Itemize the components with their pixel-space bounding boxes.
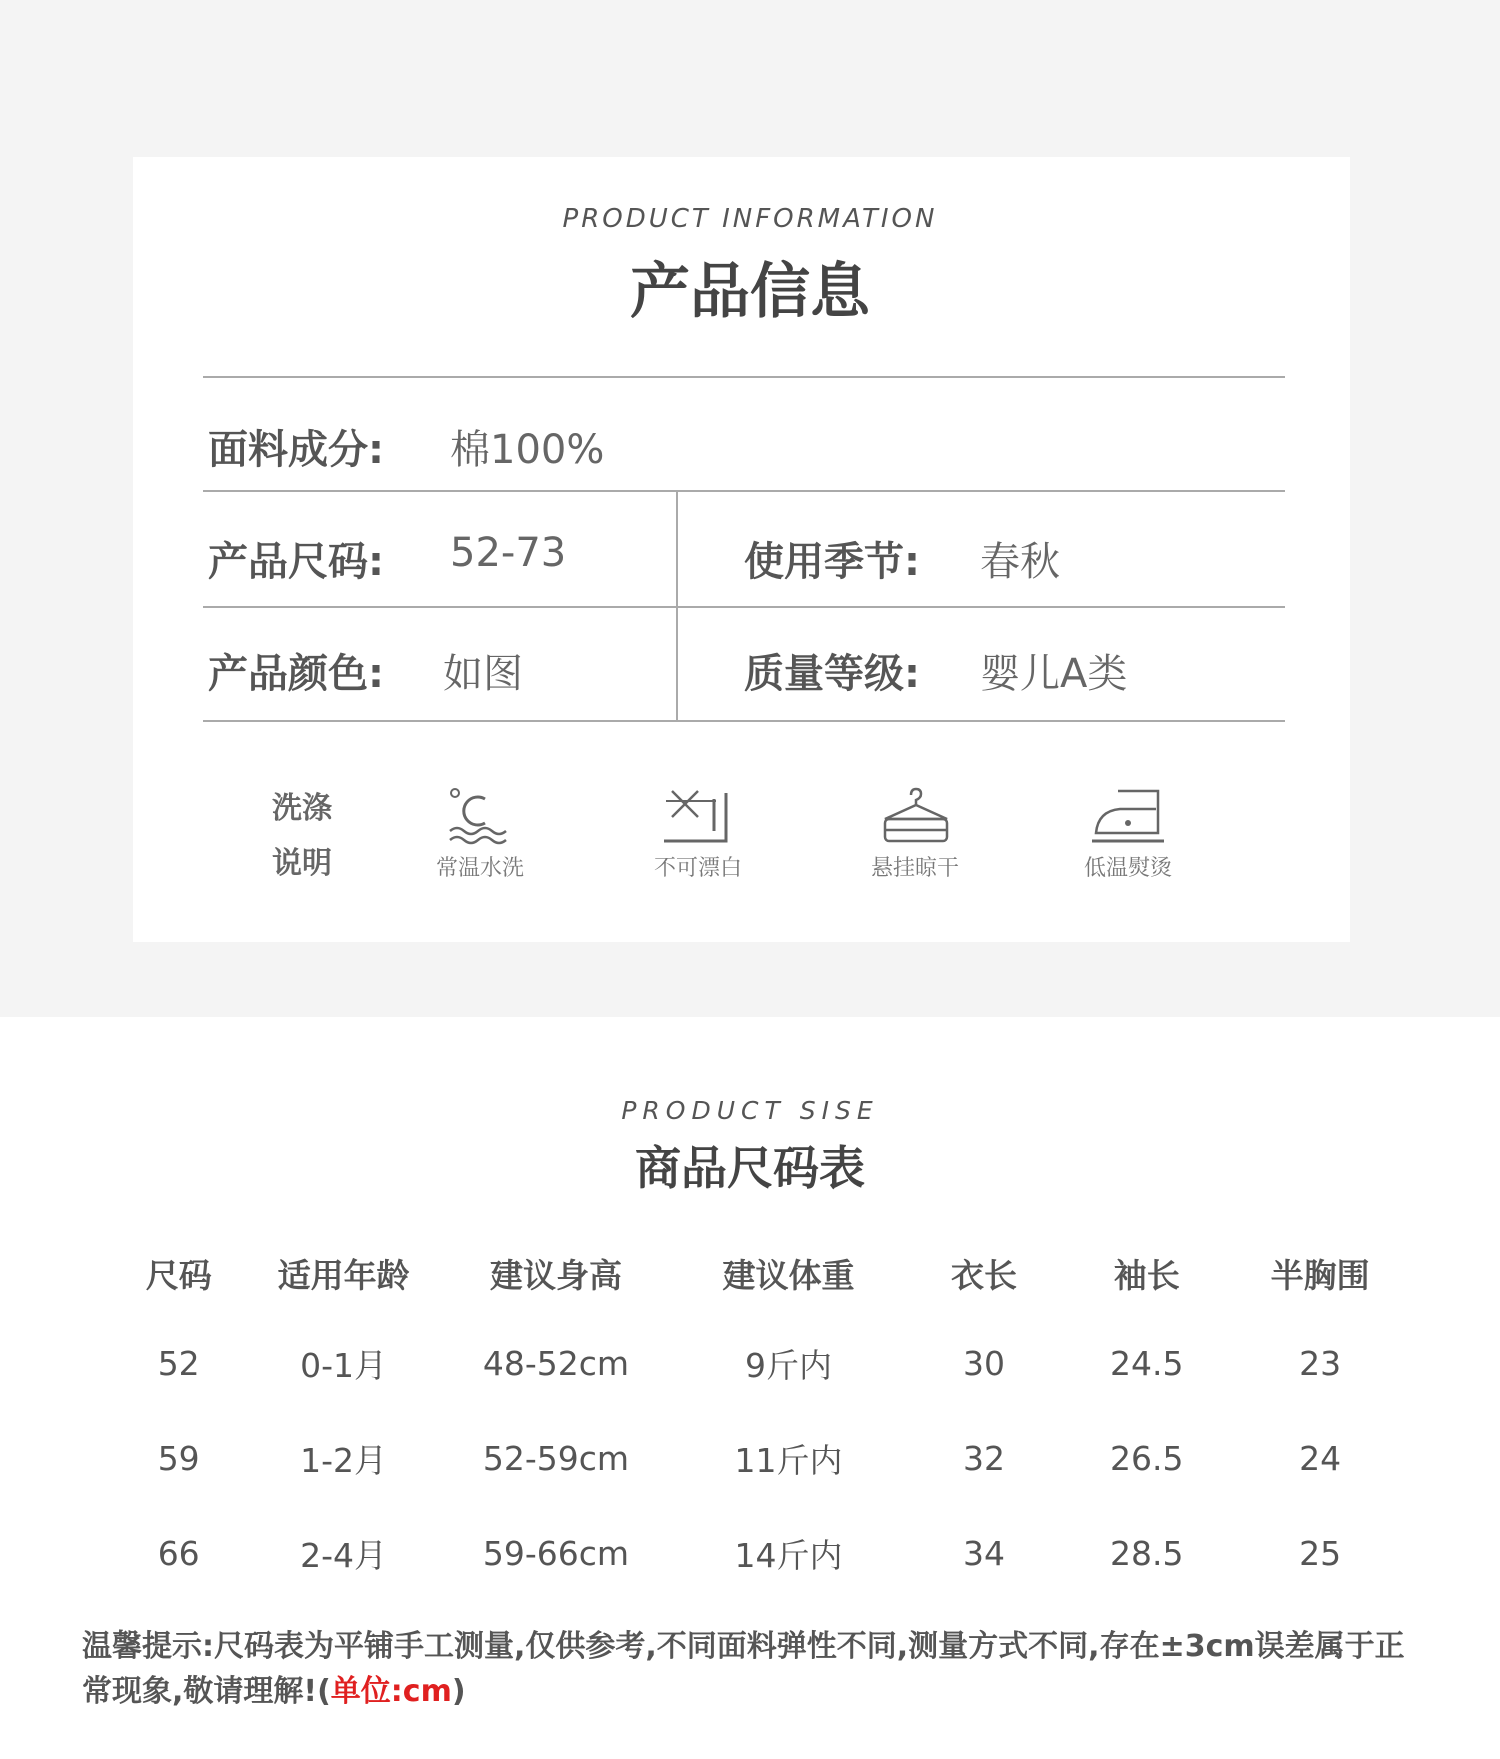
- divider: [203, 490, 1285, 492]
- table-cell: 14斤内: [734, 1536, 843, 1575]
- size-label: 产品尺码:: [208, 539, 384, 585]
- washing-label: [272, 781, 332, 891]
- care-text-bleach: 不可漂白: [653, 856, 742, 881]
- low-temp-iron-icon: [1088, 785, 1168, 847]
- table-cell: 52: [157, 1344, 200, 1383]
- color-value: 如图: [443, 651, 523, 697]
- table-cell: 30: [963, 1344, 1006, 1383]
- grade-label: 质量等级:: [744, 651, 920, 697]
- divider: [203, 606, 1285, 608]
- table-cell: 66: [157, 1534, 200, 1573]
- table-cell: 59-66cm: [482, 1534, 630, 1573]
- normal-temp-wash-icon: [440, 785, 520, 847]
- care-text-wash: 常温水洗: [435, 856, 524, 881]
- care-text-dry: 悬挂晾干: [870, 856, 959, 881]
- table-cell: 52-59cm: [482, 1439, 630, 1478]
- table-cell: 59: [157, 1439, 200, 1478]
- hang-dry-icon: [875, 785, 955, 847]
- divider-vertical: [676, 490, 678, 720]
- table-cell: 34: [963, 1534, 1006, 1573]
- unit-label: 单位:cm: [330, 1674, 452, 1709]
- size-cn-title: 商品尺码表: [635, 1141, 865, 1195]
- divider: [203, 720, 1285, 722]
- season-value: 春秋: [980, 539, 1060, 585]
- washing-label-line2: 说明: [272, 846, 332, 881]
- column-header: 袖长: [1113, 1255, 1180, 1295]
- table-cell: 48-52cm: [482, 1344, 630, 1383]
- column-header: 建议身高: [489, 1255, 622, 1295]
- table-cell: 26.5: [1110, 1439, 1184, 1478]
- care-item-iron: [1048, 785, 1208, 882]
- table-cell: 24.5: [1110, 1344, 1184, 1383]
- fabric-value: 棉100%: [450, 427, 605, 473]
- care-item-bleach: [618, 785, 778, 882]
- no-bleach-icon: [658, 785, 738, 847]
- column-header: 适用年龄: [277, 1255, 410, 1295]
- divider: [203, 376, 1285, 378]
- fabric-label: 面料成分:: [208, 427, 384, 473]
- note-paren-close: ): [451, 1674, 466, 1709]
- table-cell: 11斤内: [734, 1441, 843, 1480]
- table-cell: 32: [963, 1439, 1006, 1478]
- size-note: [82, 1624, 1422, 1714]
- care-item-wash: [400, 785, 560, 882]
- table-cell: 23: [1299, 1344, 1342, 1383]
- season-label: 使用季节:: [744, 539, 920, 585]
- column-header: 半胸围: [1270, 1255, 1370, 1295]
- table-cell: 25: [1299, 1534, 1342, 1573]
- table-row: [110, 1506, 1410, 1601]
- care-item-dry: [835, 785, 995, 882]
- size-value: 52-73: [450, 530, 567, 576]
- info-en-title: PRODUCT INFORMATION: [562, 204, 938, 234]
- table-row: [110, 1316, 1410, 1411]
- table-cell: 24: [1299, 1439, 1342, 1478]
- note-text: 温馨提示:尺码表为平铺手工测量,仅供参考,不同面料弹性不同,测量方式不同,存在±3cm误差属于正常现象,敬请理解!: [82, 1629, 1405, 1709]
- table-cell: 0-1月: [300, 1346, 388, 1385]
- grade-value: 婴儿A类: [980, 651, 1128, 697]
- table-header-row: [110, 1230, 1410, 1316]
- column-header: 衣长: [951, 1255, 1018, 1295]
- color-label: 产品颜色:: [208, 651, 384, 697]
- table-cell: 2-4月: [300, 1536, 388, 1575]
- column-header: 建议体重: [722, 1255, 855, 1295]
- info-cn-title: 产品信息: [630, 257, 870, 327]
- note-paren-open: (: [317, 1674, 331, 1709]
- care-text-iron: 低温熨烫: [1083, 856, 1172, 881]
- column-header: 尺码: [145, 1255, 212, 1295]
- table-cell: 9斤内: [745, 1346, 832, 1385]
- washing-label-line1: 洗涤: [272, 791, 332, 826]
- table-cell: 28.5: [1110, 1534, 1184, 1573]
- table-cell: 1-2月: [300, 1441, 388, 1480]
- table-row: [110, 1411, 1410, 1506]
- size-en-title: PRODUCT SISE: [621, 1096, 879, 1125]
- size-table: [110, 1230, 1410, 1601]
